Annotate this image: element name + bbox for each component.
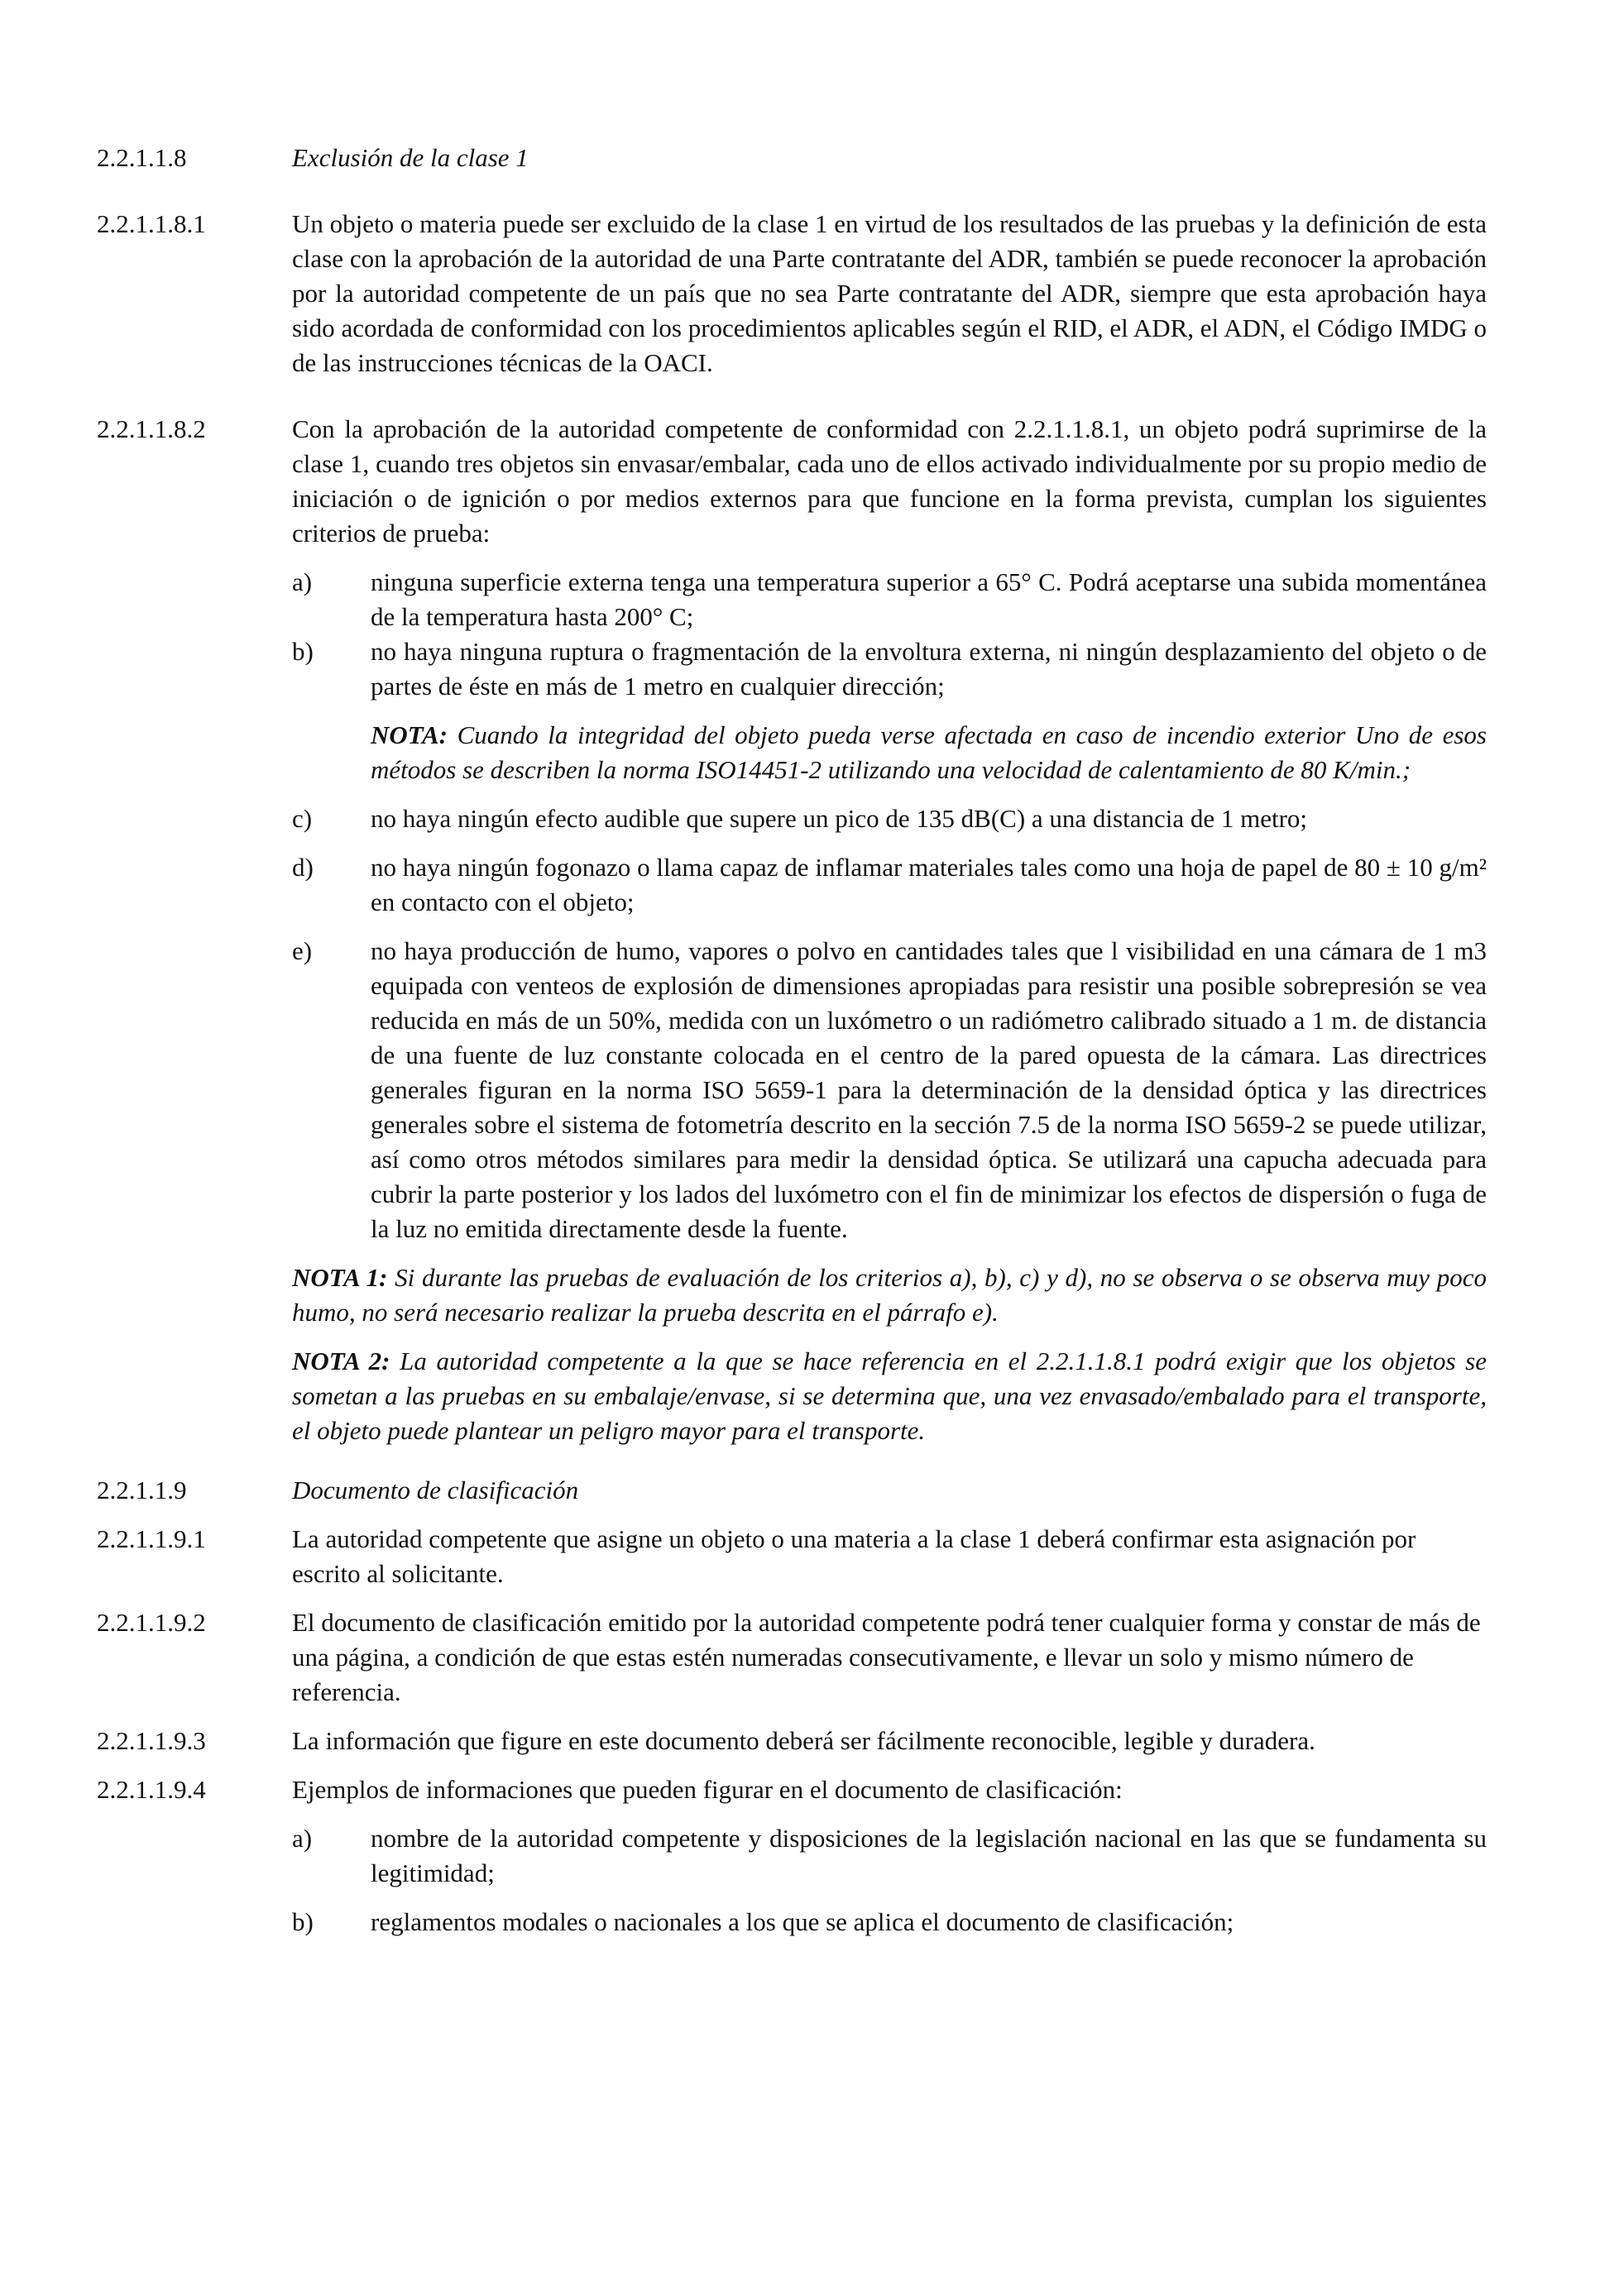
list-item-text: reglamentos modales o nacionales a los que se aplica el documento de clasificación; — [371, 1907, 1234, 1936]
list-item-b — [292, 1905, 1487, 1940]
list-item-text: nombre de la autoridad competente y disposiciones de la legislación nacional en las que se fundamenta su legitimidad; — [371, 1824, 1487, 1887]
document-page — [97, 141, 1487, 1940]
paragraph-2-2-1-1-8-2 — [97, 412, 1487, 1448]
paragraph-text: Con la aprobación de la autoridad competente de conformidad con 2.2.1.1.8.1, un objeto podrá suprimirse de la clase 1, cuando tres objetos sin envasar/embalar, cada uno de ellos activado individualmente por su propio medio de iniciación o de ignición o por medios externos para que funcione en la forma prevista, cumplan los siguientes criterios de prueba: — [292, 414, 1487, 548]
paragraph-2-2-1-1-8-1 — [97, 207, 1487, 380]
section-title: Documento de clasificación — [292, 1476, 579, 1504]
list-item-e — [292, 934, 1487, 1246]
paragraph-number: 2.2.1.1.9.2 — [97, 1608, 206, 1637]
note-label: NOTA: — [371, 720, 448, 749]
item-note — [371, 718, 1487, 787]
paragraph-2-2-1-1-9-4 — [97, 1772, 1487, 1940]
note-2 — [292, 1344, 1487, 1448]
paragraph-number: 2.2.1.1.8.1 — [97, 209, 206, 238]
list-item-letter: b) — [292, 637, 314, 666]
paragraph-number: 2.2.1.1.9.4 — [97, 1775, 206, 1804]
list-item-b — [292, 634, 1487, 704]
paragraph-number: 2.2.1.1.9.1 — [97, 1524, 206, 1553]
paragraph-text: Ejemplos de informaciones que pueden figurar en el documento de clasificación: — [292, 1775, 1123, 1804]
paragraph-text: La autoridad competente que asigne un objeto o una materia a la clase 1 deberá confirmar esta asignación por escrito al solicitante. — [292, 1524, 1416, 1588]
note-label: NOTA 1: — [292, 1263, 388, 1292]
paragraph-text: El documento de clasificación emitido por la autoridad competente podrá tener cualquier forma y constar de más de una página, a condición de que estas estén numeradas consecutivamente, e llevar un solo y mismo número de referencia. — [292, 1608, 1481, 1706]
note-label: NOTA 2: — [292, 1347, 390, 1375]
list-item-a — [292, 565, 1487, 634]
section-number: 2.2.1.1.8 — [97, 143, 187, 172]
list-item-text: no haya ningún efecto audible que supere un pico de 135 dB(C) a una distancia de 1 metro; — [371, 804, 1308, 833]
list-item-letter: c) — [292, 804, 313, 833]
section-title: Exclusión de la clase 1 — [292, 143, 529, 172]
list-item-c — [292, 801, 1487, 836]
paragraph-body — [292, 1772, 1487, 1940]
section-heading-2-2-1-1-8 — [97, 141, 1487, 175]
section-number: 2.2.1.1.9 — [97, 1476, 187, 1504]
note-text: Si durante las pruebas de evaluación de los criterios a), b), c) y d), no se observa o se observa muy poco humo, no será necesario realizar la prueba descrita en el párrafo e). — [292, 1263, 1487, 1327]
note-text: La autoridad competente a la que se hace referencia en el 2.2.1.1.8.1 podrá exigir que los objetos se sometan a las pruebas en su embalaje/envase, si se determina que, una vez envasado/embalado para el transporte, el objeto puede plantear un peligro mayor para el transporte. — [292, 1347, 1487, 1445]
list-item-letter: b) — [292, 1907, 314, 1936]
list-item-d — [292, 850, 1487, 920]
note-1 — [292, 1260, 1487, 1330]
list-item-text: no haya ningún fogonazo o llama capaz de inflamar materiales tales como una hoja de papel de 80 ± 10 g/m² en contacto con el objeto; — [371, 853, 1487, 916]
list-item-letter: e) — [292, 936, 313, 965]
section-heading-2-2-1-1-9 — [97, 1473, 1487, 1508]
list-item-a — [292, 1821, 1487, 1891]
list-item-text: no haya producción de humo, vapores o polvo en cantidades tales que l visibilidad en una cámara de 1 m3 equipada con venteos de explosión de dimensiones apropiadas para resistir una posible sobrepresión se vea reducida en más de un 50%, medida con un luxómetro o un radiómetro calibrado situado a 1 m. de distancia de una fuente de luz constante colocada en el centro de la pared opuesta de la cámara. Las directrices generales figuran en la norma ISO 5659-1 para la determinación de la densidad óptica y las directrices generales sobre el sistema de fotometría descrito en la sección 7.5 de la norma ISO 5659-2 se puede utilizar, así como otros métodos similares para medir la densidad óptica. Se utilizará una capucha adecuada para cubrir la parte posterior y los lados del luxómetro con el fin de minimizar los efectos de dispersión o fuga de la luz no emitida directamente desde la fuente. — [371, 936, 1487, 1243]
paragraph-number: 2.2.1.1.8.2 — [97, 414, 206, 443]
list-item-letter: a) — [292, 1824, 313, 1853]
paragraph-body — [292, 412, 1487, 1448]
list-item-text: no haya ninguna ruptura o fragmentación de la envoltura externa, ni ningún desplazamiento del objeto o de partes de éste en más de 1 metro en cualquier dirección; — [371, 637, 1487, 701]
list-item-letter: a) — [292, 567, 313, 596]
paragraph-text: Un objeto o materia puede ser excluido de la clase 1 en virtud de los resultados de las pruebas y la definición de esta clase con la aprobación de la autoridad de una Parte contratante del ADR, también se puede reconocer la aprobación por la autoridad competente de un país que no sea Parte contratante del ADR, siempre que esta aprobación haya sido acordada de conformidad con los procedimientos aplicables según el RID, el ADR, el ADN, el Código IMDG o de las instrucciones técnicas de la OACI. — [292, 209, 1487, 377]
note-text: Cuando la integridad del objeto pueda verse afectada en caso de incendio exterior Uno de esos métodos se describen la norma ISO14451-2 utilizando una velocidad de calentamiento de 80 K/min.; — [371, 720, 1487, 784]
list-item-letter: d) — [292, 853, 314, 882]
paragraph-2-2-1-1-9-2 — [97, 1605, 1487, 1710]
paragraph-2-2-1-1-9-1 — [97, 1522, 1487, 1591]
paragraph-text: La información que figure en este documento deberá ser fácilmente reconocible, legible y duradera. — [292, 1726, 1315, 1755]
paragraph-2-2-1-1-9-3 — [97, 1724, 1487, 1758]
list-item-text: ninguna superficie externa tenga una temperatura superior a 65° C. Podrá aceptarse una subida momentánea de la temperatura hasta 200° C; — [371, 567, 1487, 631]
paragraph-number: 2.2.1.1.9.3 — [97, 1726, 206, 1755]
